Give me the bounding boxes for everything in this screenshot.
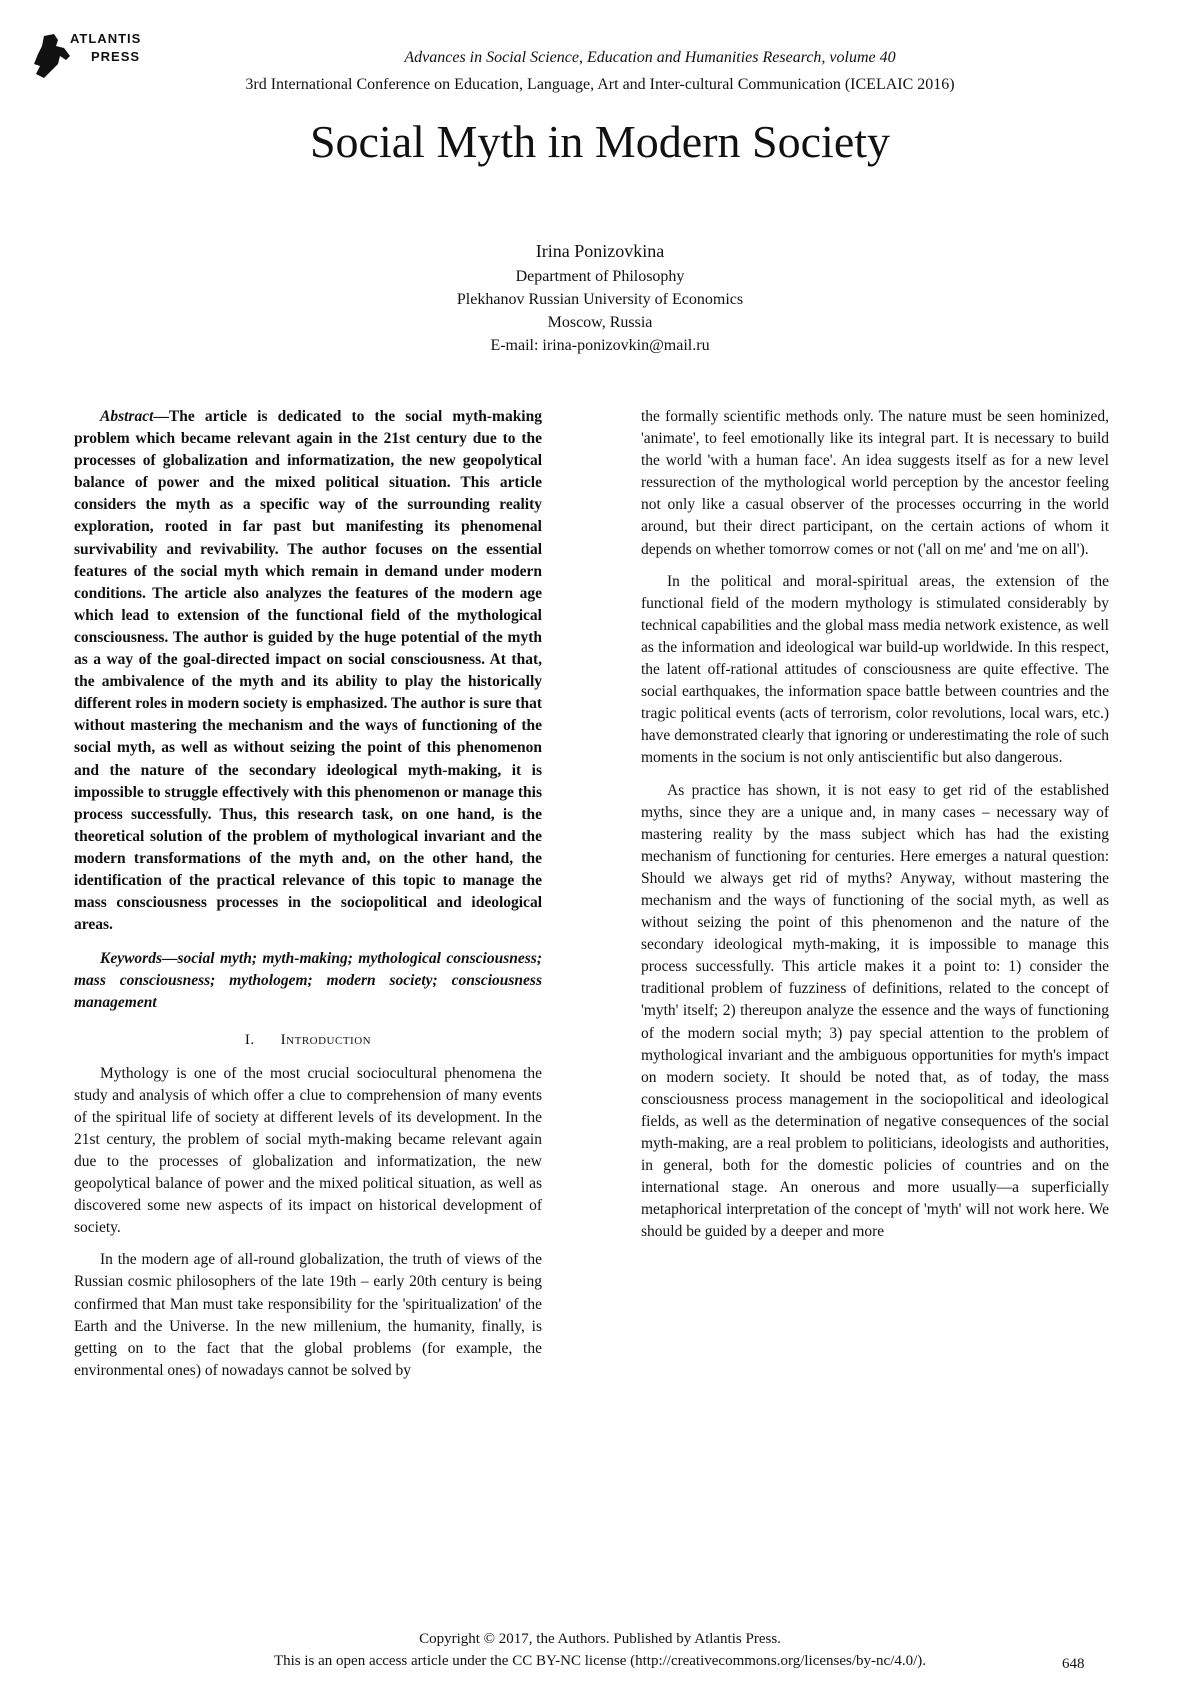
publisher-logo	[30, 30, 170, 80]
body-paragraph: As practice has shown, it is not easy to get rid of the established myths, since they are a unique and, in many cases – necessary way of mastering reality by the mass subject which has had the existing mechanism of functioning for centuries. Here emerges a natural question: Should we always get rid of myths? Anyway, without mastering the mechanism and the ways of functioning of the social myth, as well as without seizing the point of this phenomenon and the nature of the secondary ideological myth-making, it is impossible to manage this process successfully. This article makes it a point to: 1) consider the traditional problem of fuzziness of definitions, related to the concept of 'myth' itself; 2) thereupon analyze the essence and the ways of functioning of the modern social myth; 3) pay special attention to the problem of mythological invariant and the ambiguous opportunities for myth's impact on modern society. It should be noted that, as of today, the mass consciousness process management in the sociopolitical and ideological fields, as well as the determination of negative consequences of the social myth-making, are a real problem to politicians, ideologists and authorities, in general, both for the domestic policies of countries and on the international stage. An onerous and more usually—a superficially metaphorical interpretation of the concept of 'myth' will not work here. We should be guided by a deeper and more	[641, 781, 1109, 1241]
section-heading	[74, 1029, 542, 1051]
keywords-label: Keywords	[100, 950, 162, 968]
author-name: Irina Ponizovkina	[535, 241, 665, 261]
abstract-label: Abstract	[100, 408, 154, 425]
keywords	[74, 948, 542, 1014]
paper-title: Social Myth in Modern Society	[309, 116, 891, 167]
journal-series: Advances in Social Science, Education and Humanities Research, volume 40	[404, 49, 896, 66]
body-paragraph: the formally scientific methods only. The nature must be seen hominized, 'animate', to feel emotionally like its integral part. It is necessary to build the world 'with a human face'. An idea suggests itself as for a new level ressurection of the mythological world perception by the ancestor feeling not only like a casual observer of the processes occurring in the world around, but their direct participant, on the certain actions of whom it depends on whether tomorrow comes or not ('all on me' and 'me on all').	[641, 408, 1109, 558]
body-paragraph: In the modern age of all-round globalization, the truth of views of the Russian cosmic philosophers of the late 19th – early 20th century is being confirmed that Man must take responsibility for the 'spiritualization' of the Earth and the Universe. In the new millenium, the humanity, finally, is getting on to the fact that the global problems (for example, the environmental ones) of nowadays cannot be solved by	[74, 1251, 542, 1379]
logo-line-1: ATLANTIS	[70, 31, 142, 46]
atlantis-figure-icon	[30, 34, 74, 80]
left-column	[74, 406, 542, 1392]
author-city: Moscow, Russia	[547, 314, 653, 331]
logo-wordmark	[70, 30, 180, 66]
abstract	[74, 406, 542, 936]
keywords-text: —social myth; myth-making; mythological consciousness; mass consciousness; mythologem; modern society; consciousness management	[74, 950, 542, 1012]
author-block	[300, 240, 900, 357]
license-notice: This is an open access article under the CC BY-NC license (http://creativecommons.org/licenses/by-nc/4.0/).	[273, 1653, 927, 1669]
author-email: E-mail: irina-ponizovkin@mail.ru	[490, 337, 710, 354]
body-paragraph: Mythology is one of the most crucial sociocultural phenomena the study and analysis of which offer a clue to comprehension of many events of the spiritual life of society at different levels of its development. In the 21st century, the problem of social myth-making became relevant again due to the processes of globalization and informatization, the new geopolytical balance of power and the mixed political situation, as well as discovered some new aspects of its impact on historical development of society.	[74, 1064, 542, 1237]
section-number: I.	[244, 1031, 255, 1048]
section-title: Introduction	[280, 1031, 372, 1048]
logo-line-2: PRESS	[91, 49, 141, 64]
author-department: Department of Philosophy	[515, 268, 685, 285]
copyright-notice: Copyright © 2017, the Authors. Published by Atlantis Press.	[419, 1631, 781, 1647]
conference-name: 3rd International Conference on Education, Language, Art and Inter-cultural Communication (ICELAIC 2016)	[245, 76, 955, 93]
right-column	[641, 406, 1109, 1253]
body-paragraph: In the political and moral-spiritual areas, the extension of the functional field of the modern mythology is stimulated considerably by technical capabilities and the global mass media network existence, as well as the information and ideological war build-up worldwide. In this respect, the latent off-rational attitudes of consciousness are quite effective. The social earthquakes, the information space battle between countries and the tragic political events (acts of terrorism, color revolutions, local wars, etc.) have demonstrated clearly that ignoring or underestimating the role of such moments in the socium is not only antiscientific but also dangerous.	[641, 572, 1109, 767]
abstract-text: —The article is dedicated to the social myth-making problem which became relevant again in the 21st century due to the processes of globalization and informatization, the new geopolytical balance of power and the mixed political situation. This article considers the myth as a specific way of the surrounding reality exploration, rooted in far past but manifesting its phenomenal survivability and revivability. The author focuses on the essential features of the social myth which remain in demand under modern conditions. The article also analyzes the features of the modern age which lead to extension of the functional field of the mythological consciousness. The author is guided by the huge potential of the myth as a way of the goal-directed impact on social consciousness. At that, the ambivalence of the myth and its ability to play the historically different roles in modern society is emphasized. The author is sure that without mastering the mechanism and the ways of functioning of the social myth, as well as without seizing the point of this phenomenon and the nature of the secondary ideological myth-making, it is impossible to struggle effectively with this phenomenon or manage this process successfully. Thus, this research task, on one hand, is the theoretical solution of the problem of mythological invariant and the modern transformations of the myth and, on the other hand, the identification of the practical relevance of this topic to manage the mass consciousness processes in the sociopolitical and ideological areas.	[74, 408, 542, 934]
page-footer	[150, 1628, 1050, 1672]
author-university: Plekhanov Russian University of Economics	[456, 291, 744, 308]
page-number: 648	[1062, 1656, 1085, 1672]
